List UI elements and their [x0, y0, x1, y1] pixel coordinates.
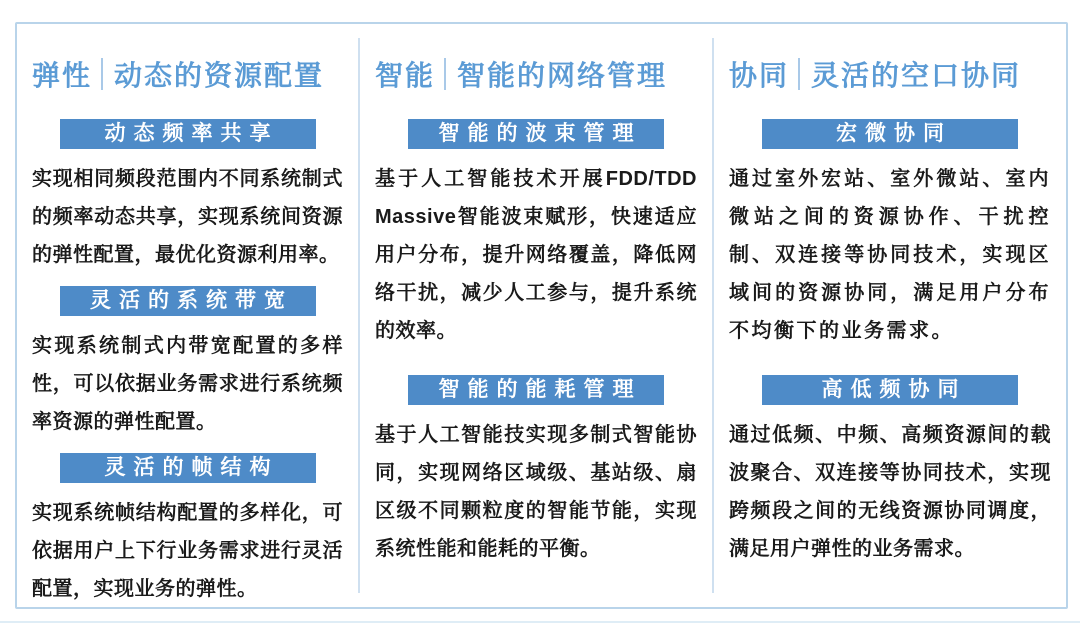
- section-body: 实现系统制式内带宽配置的多样性，可以依据业务需求进行系统频率资源的弹性配置。: [32, 335, 343, 433]
- column-header: [729, 54, 1051, 94]
- section-body: 基于人工智能技实现多制式智能协同，实现网络区域级、基站级、扇区级不同颗粒度的智能节能，实现系统性能和能耗的平衡。: [375, 424, 697, 560]
- column-keyword: 智能: [375, 60, 436, 91]
- section-body: 通过室外宏站、室外微站、室内微站之间的资源协作、干扰控制、双连接等协同技术，实现区域间的资源协同，满足用户分布不均衡下的业务需求。: [729, 168, 1051, 342]
- column-air-interface-coordination: [714, 24, 1066, 607]
- section-body: 实现系统帧结构配置的多样化，可依据用户上下行业务需求进行灵活配置，实现业务的弹性。: [32, 502, 343, 600]
- section-body: 通过低频、中频、高频资源间的载波聚合、双连接等协同技术，实现跨频段之间的无线资源协同调度，满足用户弹性的业务需求。: [729, 424, 1051, 560]
- section-body: 实现相同频段范围内不同系统制式的频率动态共享，实现系统间资源的弹性配置，最优化资源利用率。: [32, 168, 343, 266]
- header-divider: [101, 58, 103, 90]
- column-title: 智能的网络管理: [457, 60, 668, 91]
- header-divider: [444, 58, 446, 90]
- header-divider: [798, 58, 800, 90]
- column-header: [32, 54, 343, 94]
- column-header: [375, 54, 697, 94]
- column-keyword: 协同: [729, 60, 790, 91]
- column-title: 动态的资源配置: [114, 60, 325, 91]
- column-elastic-resource: [17, 24, 358, 607]
- column-title: 灵活的空口协同: [811, 60, 1022, 91]
- section-badge: 动态频率共享: [60, 119, 316, 149]
- section-badge: 高低频协同: [762, 375, 1018, 405]
- section-badge: 宏微协同: [762, 119, 1018, 149]
- content-card: [15, 22, 1068, 609]
- section-badge: 灵活的系统带宽: [60, 286, 316, 316]
- section-badge: 智能的波束管理: [408, 119, 664, 149]
- section-body: 基于人工智能技术开展FDD/TDD Massive智能波束赋形，快速适应用户分布，提升网络覆盖，降低网络干扰，减少人工参与，提升系统的效率。: [375, 168, 697, 342]
- column-keyword: 弹性: [32, 60, 93, 91]
- section-badge: 灵活的帧结构: [60, 453, 316, 483]
- bottom-edge-line: [0, 621, 1080, 623]
- section-badge: 智能的能耗管理: [408, 375, 664, 405]
- column-intelligent-network: [360, 24, 712, 607]
